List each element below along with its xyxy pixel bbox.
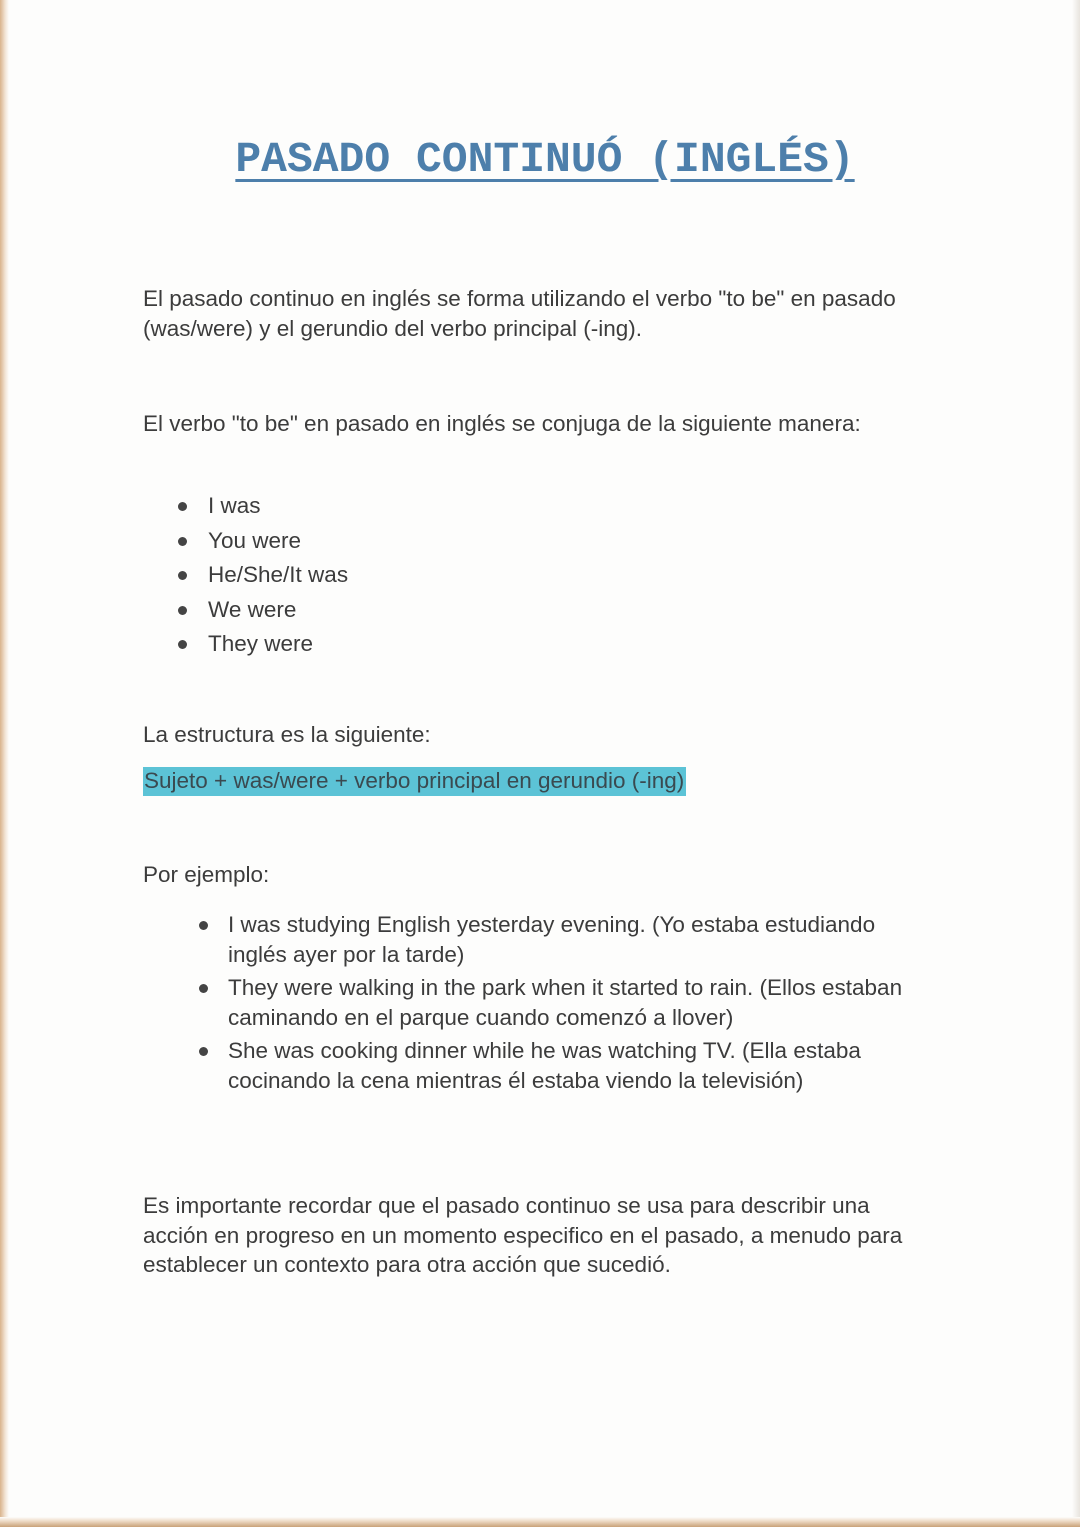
- list-item: [228, 973, 928, 1033]
- page-title: PASADO CONTINUÓ (INGLÉS): [235, 135, 855, 184]
- conjugation-list: [208, 489, 608, 662]
- to-be-intro: El verbo "to be" en pasado en inglés se conjuga de la siguiente manera:: [143, 411, 861, 436]
- list-item-text: We were: [208, 596, 297, 622]
- intro-paragraph: El pasado continuo en inglés se forma utilizando el verbo "to be" en pasado (was/were) y el gerundio del verbo principal (-ing).: [143, 286, 896, 341]
- list-item-text: She was cooking dinner while he was watching TV. (Ella estaba cocinando la cena mientras él estaba viendo la televisión): [228, 1038, 861, 1093]
- list-item: [208, 558, 608, 593]
- list-item: [208, 524, 608, 559]
- list-item: [208, 593, 608, 628]
- list-item-text: They were: [208, 631, 314, 656]
- bullet-icon: [178, 537, 187, 546]
- bullet-icon: [178, 571, 187, 580]
- bullet-icon: [199, 1047, 208, 1056]
- list-item: [208, 627, 608, 662]
- structure-formula-highlighted: Sujeto + was/were + verbo principal en gerundio (-ing): [143, 767, 686, 796]
- examples-intro: Por ejemplo:: [143, 862, 270, 887]
- list-item-text: You were: [208, 527, 301, 553]
- bullet-icon: [199, 984, 208, 993]
- list-item-text: He/She/It was: [208, 562, 349, 587]
- list-item-text: They were walking in the park when it started to rain. (Ellos estaban caminando en el parque cuando comenzó a llover): [228, 975, 903, 1030]
- bullet-icon: [178, 502, 187, 511]
- list-item: [228, 1036, 878, 1096]
- examples-list: [228, 910, 928, 1099]
- conclusion-paragraph: Es importante recordar que el pasado continuo se usa para describir una acción en progreso en un momento especifico en el pasado, a menudo para establecer un contexto para otra acción que sucedió.: [143, 1193, 903, 1277]
- list-item: [208, 489, 608, 524]
- list-item-text: I was studying English yesterday evening. (Yo estaba estudiando inglés ayer por la tarde): [228, 912, 876, 967]
- list-item: [228, 910, 928, 970]
- bullet-icon: [178, 640, 187, 649]
- scan-edge-bottom: [0, 1517, 1080, 1527]
- scan-edge-left: [0, 0, 9, 1527]
- scan-edge-right: [1072, 0, 1080, 1527]
- structure-intro: La estructura es la siguiente:: [143, 722, 431, 747]
- bullet-icon: [199, 921, 208, 930]
- list-item-text: I was: [208, 493, 261, 518]
- bullet-icon: [178, 606, 187, 615]
